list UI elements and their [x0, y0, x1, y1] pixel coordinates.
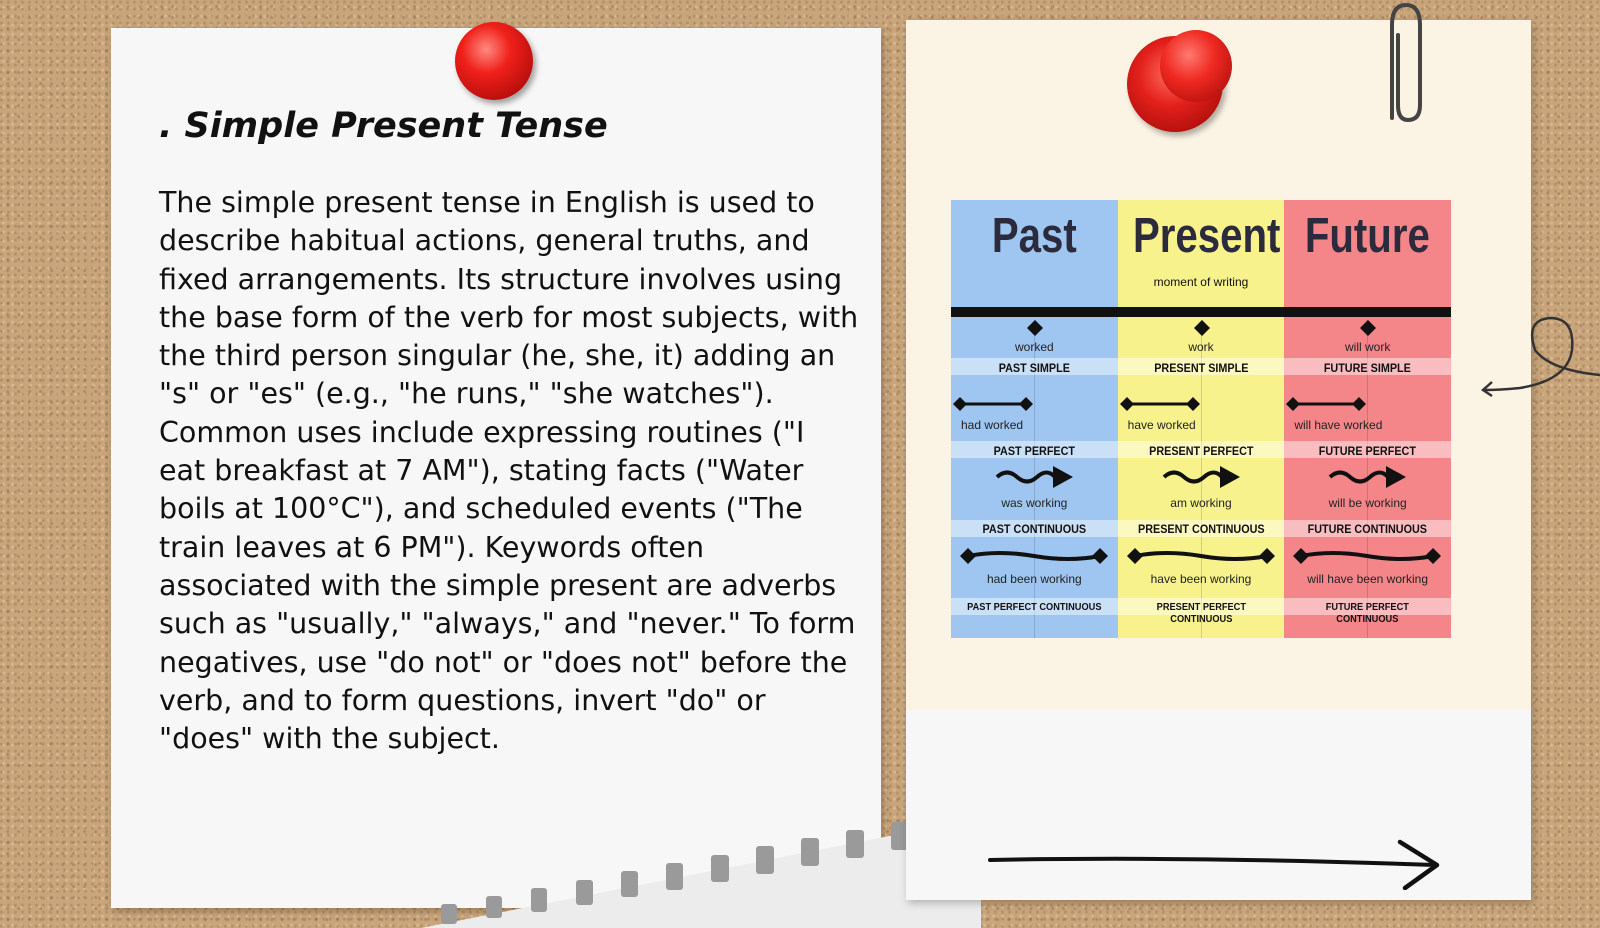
point-marker-icon — [1360, 320, 1376, 336]
wavy-interval-icon — [959, 546, 1109, 566]
tense-name: PRESENT PERFECT — [1148, 444, 1254, 458]
tense-name: PRESENT SIMPLE — [1153, 361, 1249, 375]
long-arrow-icon — [985, 830, 1445, 890]
timeline-bar — [951, 307, 1451, 317]
interval-marker-icon — [1120, 396, 1200, 412]
interval-marker-icon — [953, 396, 1033, 412]
tense-name: PRESENT PERFECT CONTINUOUS — [1156, 601, 1246, 625]
tense-form: had worked — [961, 418, 1024, 432]
past-heading: Past — [991, 209, 1077, 263]
present-subheading: moment of writing — [1153, 275, 1249, 289]
tense-form: was working — [1001, 496, 1068, 510]
tense-form: worked — [1014, 340, 1054, 354]
tense-form: will work — [1344, 340, 1391, 354]
tense-name: PAST CONTINUOUS — [982, 522, 1087, 536]
tense-name: FUTURE SIMPLE — [1324, 361, 1412, 375]
left-note-card — [111, 28, 881, 908]
curl-arrow-icon — [1480, 310, 1600, 410]
tense-name: FUTURE PERFECT — [1319, 444, 1417, 458]
wavy-interval-icon — [1126, 546, 1276, 566]
point-marker-icon — [1027, 320, 1043, 336]
wavy-arrow-icon — [1162, 464, 1242, 490]
point-marker-icon — [1194, 320, 1210, 336]
tense-name: PAST SIMPLE — [998, 361, 1070, 375]
future-column — [1284, 200, 1451, 638]
tense-form: had been working — [986, 572, 1082, 586]
tense-form: have been working — [1150, 572, 1252, 586]
tense-name: PAST PERFECT CONTINUOUS — [967, 601, 1102, 613]
past-column — [951, 200, 1118, 638]
present-column — [1118, 200, 1285, 638]
tense-form: work — [1188, 340, 1214, 354]
tense-name: PAST PERFECT — [993, 444, 1076, 458]
page-title: . Simple Present Tense — [159, 106, 608, 146]
push-pin-highlight-icon — [1160, 30, 1232, 102]
wavy-arrow-icon — [1328, 464, 1408, 490]
wavy-interval-icon — [1292, 546, 1442, 566]
tense-name: FUTURE PERFECT CONTINUOUS — [1326, 601, 1410, 625]
tense-description: The simple present tense in English is used to describe habitual actions, general truths, and fixed arrangements. Its structure involves using the base form of the verb for most subjects, with the third person singular (he, she, it) adding an "s" or "es" (e.g., "he runs," "she watches"). Common uses include expressing routines ("I eat breakfast at 7 AM"), stating facts ("Water boils at 100°C"), and scheduled events ("The train leaves at 6 PM"). Keywords often associated with the simple present are adverbs such as "usually," "always," and "never." To form negatives, use "do not" or "does not" before the verb, and to form questions, invert "do" or "does" with the subject. — [159, 186, 859, 756]
future-heading: Future — [1305, 209, 1431, 263]
tense-form: have worked — [1127, 418, 1196, 432]
tense-chart — [951, 200, 1451, 638]
paper-clip-icon — [1378, 0, 1428, 125]
tense-form: will have worked — [1294, 418, 1383, 432]
push-pin-icon — [455, 22, 533, 100]
tense-name: PRESENT CONTINUOUS — [1137, 522, 1265, 536]
tense-form: am working — [1170, 496, 1232, 510]
interval-marker-icon — [1286, 396, 1366, 412]
tense-name: FUTURE CONTINUOUS — [1307, 522, 1428, 536]
wavy-arrow-icon — [995, 464, 1075, 490]
present-heading: Present — [1132, 209, 1281, 263]
tense-form: will have been working — [1307, 572, 1429, 586]
torn-paper-edge-icon — [421, 808, 981, 928]
tense-form: will be working — [1328, 496, 1407, 510]
